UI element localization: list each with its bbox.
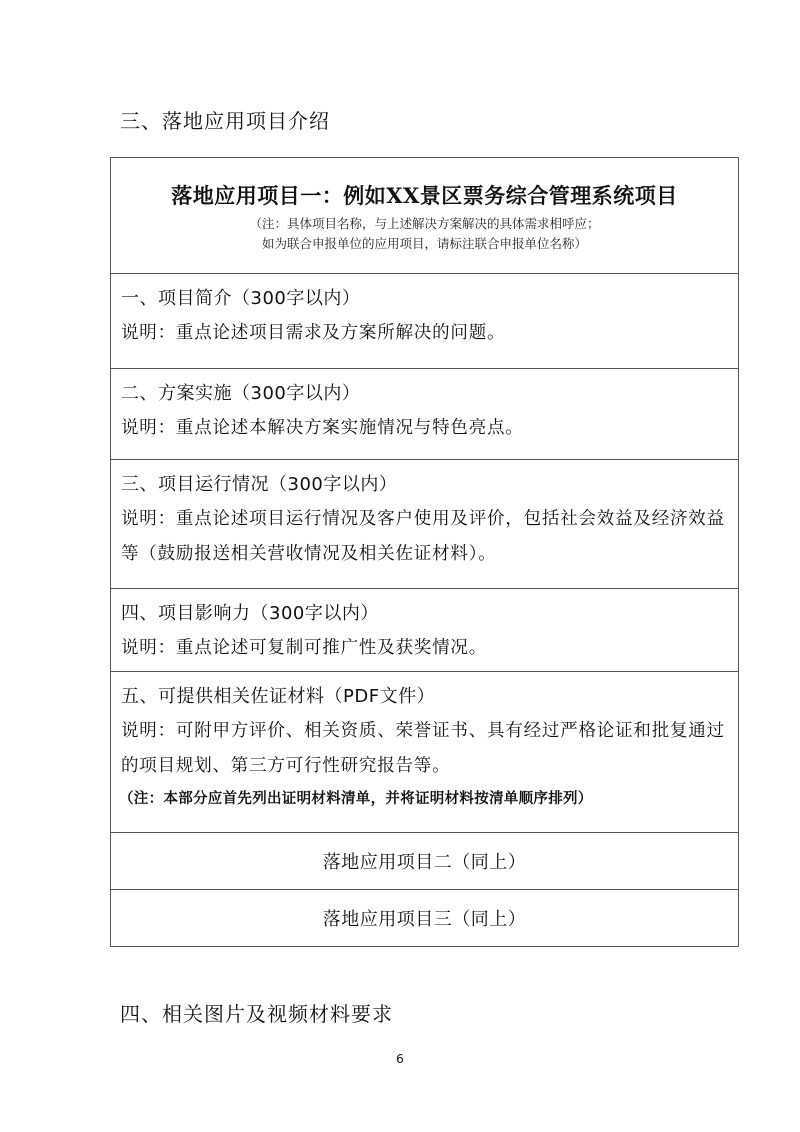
section-description: 说明：重点论述项目运行情况及客户使用及评价，包括社会效益及经济效益等（鼓励报送相关营收情况及相关佐证材料）。: [121, 509, 725, 564]
section-description: 说明：可附甲方评价、相关资质、荣誉证书、具有经过严格论证和批复通过的项目规划、第三方可行性研究报告等。: [121, 721, 725, 776]
section-cell: [111, 274, 739, 369]
section-heading-3: 三、落地应用项目介绍: [120, 109, 330, 133]
section-row-operation: [111, 460, 739, 589]
section-row-intro: [111, 274, 739, 369]
section-cell: [111, 369, 739, 460]
project-2-cell: 落地应用项目二（同上）: [111, 833, 739, 890]
section-cell: [111, 460, 739, 589]
project-3-cell: 落地应用项目三（同上）: [111, 890, 739, 947]
section-note: （注：本部分应首先列出证明材料清单，并将证明材料按清单顺序排列）: [119, 791, 593, 807]
project-form-table: [110, 157, 739, 947]
section-description: 说明：重点论述本解决方案实施情况与特色亮点。: [121, 418, 524, 438]
project-title: 落地应用项目一：例如XX景区票务综合管理系统项目: [171, 183, 678, 208]
section-row-influence: [111, 589, 739, 672]
section-title: 五、可提供相关佐证材料（PDF文件）: [121, 686, 436, 707]
section-title: 三、项目运行情况（300字以内）: [121, 474, 398, 495]
section-cell: [111, 589, 739, 672]
project-note-line-1: （注：具体项目名称，与上述解决方案解决的具体需求相呼应；: [249, 216, 600, 231]
section-title: 二、方案实施（300字以内）: [121, 383, 361, 404]
project-title-cell: [111, 158, 739, 274]
section-description: 说明：重点论述可复制可推广性及获奖情况。: [121, 638, 487, 658]
project-note-line-2: 如为联合申报单位的应用项目，请标注联合申报单位名称）: [261, 236, 587, 251]
section-row-evidence: [111, 672, 739, 833]
page-number: 6: [396, 1052, 404, 1066]
project-2-row: [111, 833, 739, 890]
section-cell: [111, 672, 739, 833]
section-row-implementation: [111, 369, 739, 460]
section-description: 说明：重点论述项目需求及方案所解决的问题。: [121, 323, 506, 343]
project-title-row: [111, 158, 739, 274]
section-heading-4: 四、相关图片及视频材料要求: [120, 1002, 393, 1026]
project-3-row: [111, 890, 739, 947]
section-title: 四、项目影响力（300字以内）: [121, 603, 379, 624]
section-title: 一、项目简介（300字以内）: [121, 288, 361, 309]
